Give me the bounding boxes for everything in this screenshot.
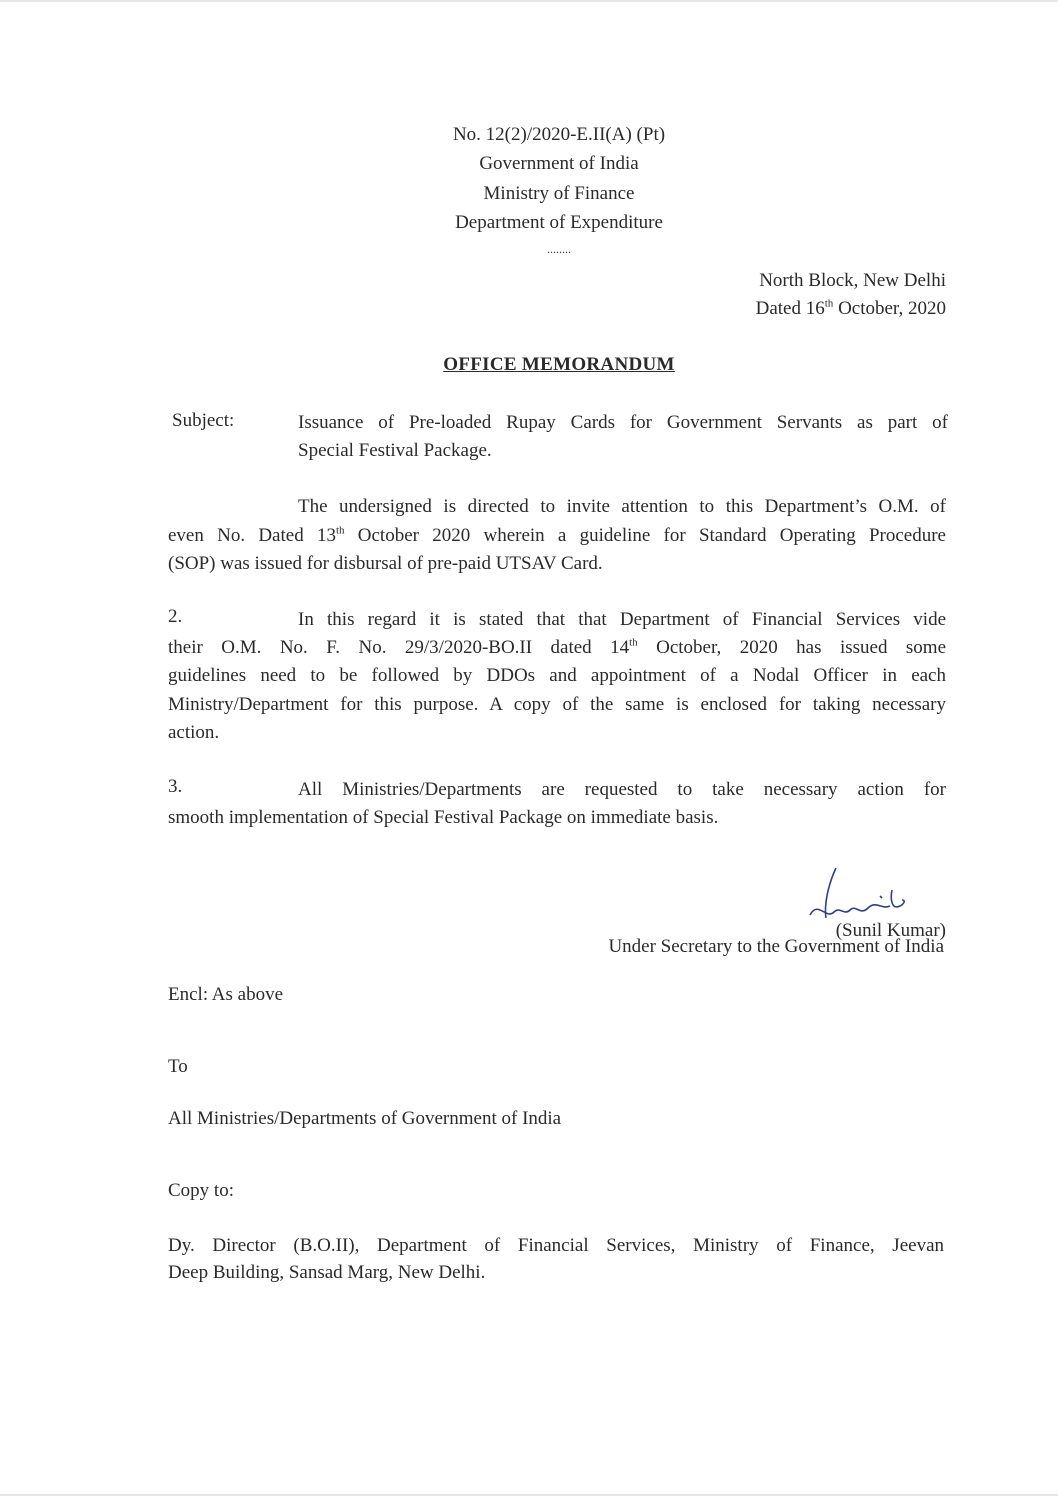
signatory-name: (Sunil Kumar): [835, 920, 946, 941]
para2-line: guidelines need to be followed by DDOs and appointment of a Nodal Officer in each: [168, 665, 946, 686]
subject-label: Subject:: [172, 410, 235, 431]
subject-line: Special Festival Package.: [298, 440, 492, 461]
date-suffix: October, 2020: [833, 298, 946, 319]
para3-line: smooth implementation of Special Festival Package on immediate basis.: [168, 807, 719, 828]
para2-line: their O.M. No. F. No. 29/3/2020-BO.II dated 14th October, 2020 has issued some: [168, 636, 947, 658]
header-separator: ........: [547, 242, 571, 256]
department-name: Department of Expenditure: [455, 212, 663, 233]
para2-line: Ministry/Department for this purpose. A copy of the same is enclosed for taking necessary: [168, 694, 946, 715]
to-recipient: All Ministries/Departments of Government of India: [168, 1108, 562, 1129]
para2-line: In this regard it is stated that that Department of Financial Services vide: [298, 609, 946, 630]
to-label: To: [168, 1056, 188, 1077]
para3-line: All Ministries/Departments are requested to take necessary action for: [298, 779, 946, 800]
date-sup: th: [824, 297, 834, 310]
ministry-name: Ministry of Finance: [483, 183, 635, 204]
para2-line: action.: [168, 722, 220, 743]
government-name: Government of India: [479, 153, 639, 174]
copy-recipient-line: Deep Building, Sansad Marg, New Delhi.: [168, 1262, 486, 1283]
date-prefix: Dated 16: [755, 298, 825, 319]
memo-title: OFFICE MEMORANDUM: [443, 354, 675, 375]
date: [756, 298, 946, 320]
place: North Block, New Delhi: [759, 270, 946, 291]
para1-line: even No. Dated 13th October 2020 wherein a guideline for Standard Operating Procedure: [168, 524, 946, 546]
copy-label: Copy to:: [168, 1180, 234, 1201]
para2-number: 2.: [168, 606, 183, 627]
para1-line: The undersigned is directed to invite attention to this Department’s O.M. of: [298, 496, 946, 517]
file-number: No. 12(2)/2020-E.II(A) (Pt): [452, 124, 666, 145]
para1-line: (SOP) was issued for disbursal of pre-paid UTSAV Card.: [168, 553, 603, 574]
para3-number: 3.: [168, 776, 183, 797]
subject-line: Issuance of Pre-loaded Rupay Cards for Government Servants as part of: [298, 412, 948, 433]
copy-recipient-line: Dy. Director (B.O.II), Department of Financial Services, Ministry of Finance, Jeevan: [168, 1235, 944, 1256]
signatory-designation: Under Secretary to the Government of India: [608, 936, 944, 957]
enclosure: Encl: As above: [168, 984, 284, 1005]
